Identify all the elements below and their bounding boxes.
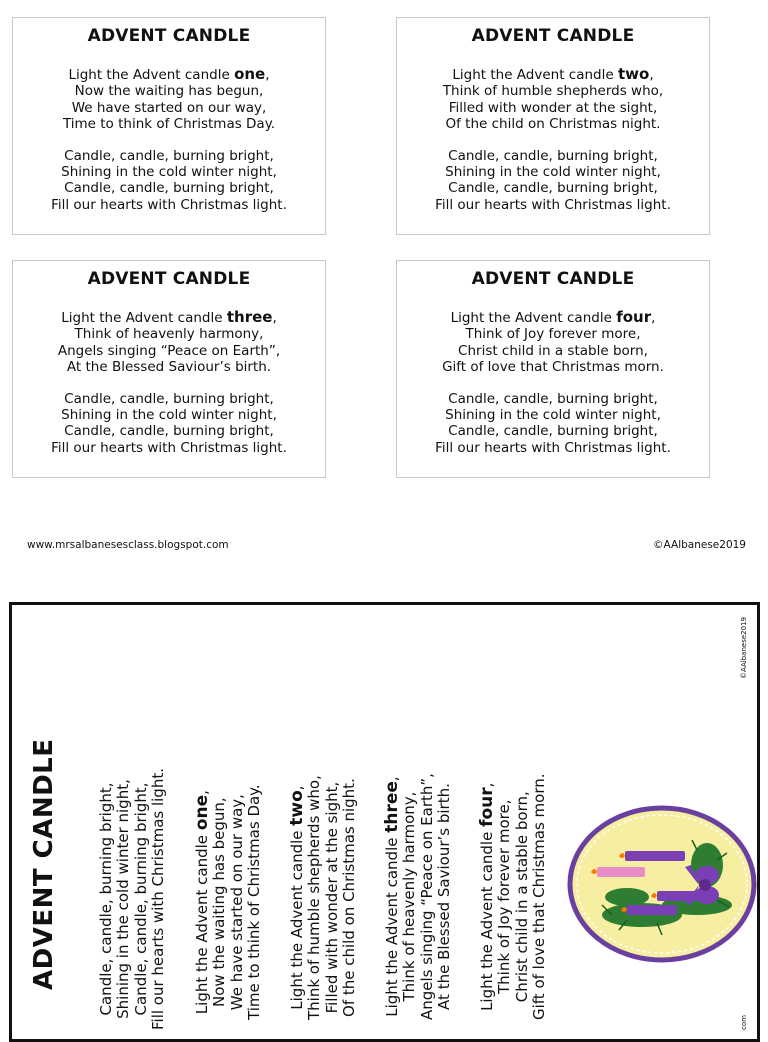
chorus-line: Fill our hearts with Christmas light. [149,768,168,1030]
verse-line: Think of heavenly harmony, [400,791,419,1002]
booklet-verse-four [479,774,549,1021]
verse-line: Filled with wonder at the sight, [448,99,658,116]
card-title: ADVENT CANDLE [87,26,251,46]
verse [397,309,709,376]
booklet-panel [9,602,760,1042]
verse-line: We have started on our way, [71,99,267,116]
verse-line: Now the waiting has begun, [210,797,229,1007]
verse [397,66,709,133]
chorus-line: Shining in the cold winter night, [114,779,133,1019]
booklet-verse-two [289,775,359,1020]
chorus-line: Shining in the cold winter night, [445,407,661,424]
verse-line: At the Blessed Saviour’s birth. [66,359,272,376]
verse-line: Angels singing “Peace on Earth”, [417,773,436,1020]
candle-number: one [234,65,266,83]
chorus-line: Candle, candle, burning bright, [64,147,274,164]
chorus-line: Candle, candle, burning bright, [448,180,658,197]
verse-line: Think of Joy forever more, [495,799,514,994]
verse-line: Think of heavenly harmony, [74,326,264,343]
chorus-line: Candle, candle, burning bright, [448,390,658,407]
advent-wreath-illustration [567,805,757,963]
verse-first-line: Light the Advent candle three, [382,776,402,1017]
booklet-title: ADVENT CANDLE [29,738,59,990]
verse-first-line: Light the Advent candle two, [287,785,307,1010]
chorus [13,148,325,214]
verse-line: At the Blessed Saviour’s birth. [435,783,454,1010]
verse-line: Of the child on Christmas night. [340,778,359,1017]
booklet-verse-one [194,784,264,1020]
candle-number: four [616,308,652,326]
chorus-line: Candle, candle, burning bright, [448,147,658,164]
candle-number: one [192,794,212,831]
verse-line: Christ child in a stable born, [458,342,648,359]
card-title: ADVENT CANDLE [471,26,635,46]
copyright: ©AAlbanese2019 [653,539,746,551]
booklet-verse-three [384,773,454,1020]
chorus-line: Fill our hearts with Christmas light. [435,439,671,456]
chorus-line: Fill our hearts with Christmas light. [51,196,287,213]
verse-line: Christ child in a stable born, [512,791,531,1003]
verse [13,66,325,133]
candle-number: three [382,781,402,833]
verse-line: Of the child on Christmas night. [445,116,661,133]
verse-first-line: Light the Advent candle four, [450,308,656,326]
card-candle-three [12,260,326,478]
website-url: www.mrsalbanesesclass.blogspot.com [27,539,229,551]
verse [13,309,325,376]
chorus-line: Candle, candle, burning bright, [97,782,115,1016]
candle-number: two [617,65,650,83]
booklet-edge-text: com [740,1015,748,1030]
card-candle-one [12,17,326,235]
chorus [397,148,709,214]
chorus-line: Shining in the cold winter night, [61,164,277,181]
chorus-line: Shining in the cold winter night, [445,164,661,181]
verse-line: Think of humble shepherds who, [442,83,664,100]
verse-line: Gift of love that Christmas morn. [530,773,549,1020]
verse-first-line: Light the Advent candle four, [477,782,497,1011]
verse-line: Time to think of Christmas Day. [245,784,264,1020]
chorus-line: Candle, candle, burning bright, [448,423,658,440]
verse-line: Think of humble shepherds who, [305,775,324,1020]
purple-candle-icon [625,851,685,861]
chorus [13,391,325,457]
candle-number: two [287,790,307,826]
verse-line: Angels singing “Peace on Earth”, [57,342,281,359]
verse-line: Time to think of Christmas Day. [62,116,276,133]
verse-line: Now the waiting has begun, [74,83,264,100]
chorus-line: Fill our hearts with Christmas light. [435,196,671,213]
card-candle-four [396,260,710,478]
verse-first-line: Light the Advent candle one, [68,65,270,83]
chorus-line: Candle, candle, burning bright, [64,180,274,197]
verse-first-line: Light the Advent candle one, [192,790,212,1015]
chorus-line: Candle, candle, burning bright, [64,390,274,407]
pink-candle-icon [597,867,645,877]
booklet-chorus [98,768,168,1030]
card-candle-two [396,17,710,235]
verse-line: We have started on our way, [227,794,246,1011]
chorus [397,391,709,457]
card-title: ADVENT CANDLE [471,269,635,289]
verse-line: Gift of love that Christmas morn. [442,359,664,376]
chorus-line: Candle, candle, burning bright, [131,782,150,1016]
wreath-frame [570,808,754,960]
candle-number: three [226,308,273,326]
chorus-line: Fill our hearts with Christmas light. [51,439,287,456]
verse-line: Think of Joy forever more, [465,326,641,343]
verse-first-line: Light the Advent candle two, [452,65,654,83]
candle-number: four [477,787,497,827]
booklet-copyright: ©AAlbanese2019 [740,617,748,679]
chorus-line: Candle, candle, burning bright, [64,423,274,440]
card-title: ADVENT CANDLE [87,269,251,289]
chorus-line: Shining in the cold winter night, [61,407,277,424]
verse-line: Filled with wonder at the sight, [322,781,341,1014]
purple-candle-icon [627,905,677,915]
verse-first-line: Light the Advent candle three, [61,308,277,326]
